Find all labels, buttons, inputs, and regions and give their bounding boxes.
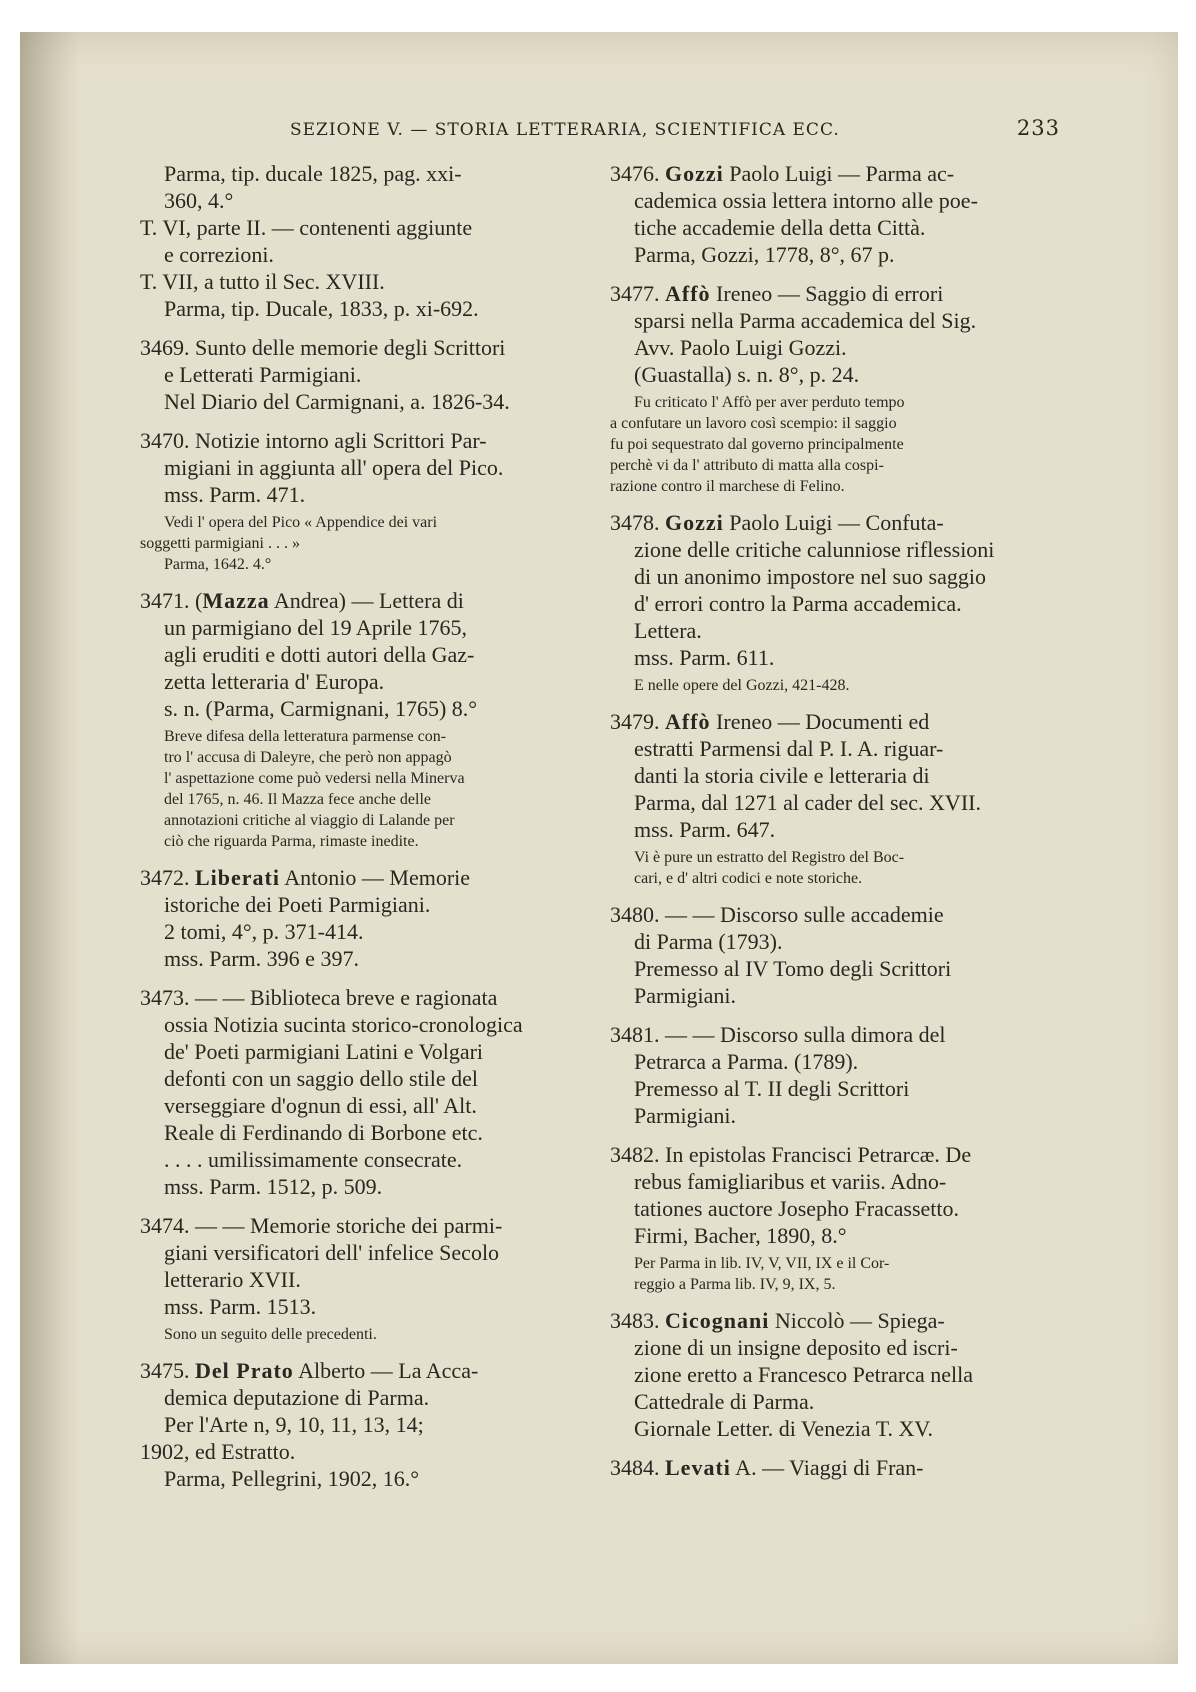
note-line: cari, e d' altri codici e note storiche.: [634, 870, 863, 887]
entry-line: 3474. — — Memorie storiche dei parmi-: [140, 1213, 503, 1238]
text-line: 360, 4.°: [164, 188, 234, 213]
page-header: [290, 116, 1060, 146]
entry-line: mss. Parm. 471.: [164, 482, 306, 507]
entry-number: 3477.: [610, 281, 660, 306]
entry-line: e Letterati Parmigiani.: [164, 362, 362, 387]
entry-note: [610, 1253, 1065, 1295]
author-name: Cicognani: [665, 1308, 770, 1333]
author-name: Levati: [665, 1455, 731, 1480]
entry-line: Nel Diario del Carmignani, a. 1826-34.: [164, 389, 510, 414]
entry-line: ossia Notizia sucinta storico-cronologica: [164, 1012, 523, 1037]
entry-line: rebus famigliaribus et variis. Adno-: [634, 1169, 947, 1194]
entry-line: un parmigiano del 19 Aprile 1765,: [164, 615, 468, 640]
entry-line: zione eretto a Francesco Petrarca nella: [634, 1362, 973, 1387]
entry-line: tiche accademie della detta Città.: [634, 215, 926, 240]
note-line: E nelle opere del Gozzi, 421-428.: [634, 677, 850, 694]
entry-line: mss. Parm. 647.: [634, 817, 776, 842]
author-name: Affò: [665, 709, 711, 734]
note-line: reggio a Parma lib. IV, 9, IX, 5.: [634, 1276, 836, 1293]
entry-line: sparsi nella Parma accademica del Sig.: [634, 308, 977, 333]
entry-3476: [610, 160, 1065, 268]
entry-3481: [610, 1021, 1065, 1129]
entry-line: mss. Parm. 396 e 397.: [164, 946, 359, 971]
entry-line: di un anonimo impostore nel suo saggio: [634, 564, 986, 589]
author-name: Del Prato: [195, 1358, 294, 1383]
entry-text: Alberto — La Acca-: [293, 1358, 479, 1383]
entry-3482: [610, 1141, 1065, 1295]
entry-line: (Guastalla) s. n. 8°, p. 24.: [634, 362, 860, 387]
entry-3484: [610, 1454, 1065, 1481]
note-line: tro l' accusa di Daleyre, che però non appagò: [164, 749, 452, 766]
author-name: Liberati: [195, 865, 280, 890]
entry-line: [140, 587, 580, 614]
entry-line: [140, 1357, 580, 1384]
entry-text: Paolo Luigi — Confuta-: [723, 510, 944, 535]
entry-line: defonti con un saggio dello stile del: [164, 1066, 479, 1091]
entry-line: 3482. In epistolas Francisci Petrarcæ. De: [610, 1142, 972, 1167]
entry-3480: [610, 901, 1065, 1009]
entry-line: istoriche dei Poeti Parmigiani.: [164, 892, 431, 917]
entry-line: Lettera.: [634, 618, 702, 643]
entry-line: Parmigiani.: [634, 983, 737, 1008]
entry-3477: [610, 280, 1065, 497]
note-line: soggetti parmigiani . . . »: [140, 535, 300, 552]
entry-number: 3475.: [140, 1358, 190, 1383]
entry-number: 3476.: [610, 161, 660, 186]
entry-note: [610, 847, 1065, 889]
entry-3471: [140, 587, 580, 852]
note-line: Breve difesa della letteratura parmense con-: [164, 728, 447, 745]
note-line: perchè vi da l' attributo di matta alla cospi-: [610, 457, 884, 474]
note-line: Per Parma in lib. IV, V, VII, IX e il Cor-: [634, 1255, 890, 1272]
text-line: Parma, tip. Ducale, 1833, p. xi-692.: [164, 296, 479, 321]
entry-line: . . . . umilissimamente consecrate.: [164, 1147, 463, 1172]
entry-number: 3471. (: [140, 588, 203, 613]
entry-3479: [610, 708, 1065, 889]
entry-text: A. — Viaggi di Fran-: [730, 1455, 924, 1480]
note-line: razione contro il marchese di Felino.: [610, 478, 845, 495]
entry-number: 3479.: [610, 709, 660, 734]
entry-line: Cattedrale di Parma.: [634, 1389, 815, 1414]
entry-3475: [140, 1357, 580, 1492]
entry-line: 3469. Sunto delle memorie degli Scrittori: [140, 335, 506, 360]
page-number: 233: [1016, 116, 1060, 140]
note-line: annotazioni critiche al viaggio di Lalande per: [164, 812, 455, 829]
entry-line: Per l'Arte n, 9, 10, 11, 13, 14;: [164, 1412, 424, 1437]
entry-note: [140, 512, 580, 575]
entry-line: danti la storia civile e letteraria di: [634, 763, 930, 788]
entry-number: 3472.: [140, 865, 190, 890]
note-line: a confutare un lavoro così scempio: il saggio: [610, 415, 897, 432]
entry-number: 3478.: [610, 510, 660, 535]
text-line: T. VI, parte II. — contenenti aggiunte: [140, 215, 473, 240]
entry-note: [140, 1324, 580, 1345]
note-line: fu poi sequestrato dal governo principalmente: [610, 436, 904, 453]
running-title: SEZIONE V. — STORIA LETTERARIA, SCIENTIFICA ECC.: [290, 120, 840, 140]
entry-line: Parma, Gozzi, 1778, 8°, 67 p.: [634, 242, 895, 267]
entry-line: zione delle critiche calunniose riflessioni: [634, 537, 995, 562]
entry-3472: [140, 864, 580, 972]
entry-line: 1902, ed Estratto.: [140, 1439, 296, 1464]
entry-line: [140, 864, 580, 891]
entry-line: [610, 280, 1065, 307]
entry-text: Ireneo — Documenti ed: [710, 709, 930, 734]
author-name: Gozzi: [665, 510, 724, 535]
entry-line: 3481. — — Discorso sulla dimora del: [610, 1022, 946, 1047]
note-line: ciò che riguarda Parma, rimaste inedite.: [164, 833, 419, 850]
right-column: [610, 160, 1065, 1481]
entry-line: 3473. — — Biblioteca breve e ragionata: [140, 985, 498, 1010]
entry-line: estratti Parmensi dal P. I. A. riguar-: [634, 736, 944, 761]
entry-line: di Parma (1793).: [634, 929, 783, 954]
entry-text: Andrea) — Lettera di: [269, 588, 464, 613]
entry-line: Parmigiani.: [634, 1103, 737, 1128]
entry-number: 3484.: [610, 1455, 660, 1480]
entry-line: d' errori contro la Parma accademica.: [634, 591, 962, 616]
text-line: Parma, tip. ducale 1825, pag. xxi-: [164, 161, 462, 186]
entry-line: tationes auctore Josepho Fracassetto.: [634, 1196, 960, 1221]
entry-line: [610, 1454, 1065, 1481]
entry-line: Firmi, Bacher, 1890, 8.°: [634, 1223, 847, 1248]
entry-line: mss. Parm. 1512, p. 509.: [164, 1174, 383, 1199]
entry-note: [610, 675, 1065, 696]
entry-line: mss. Parm. 611.: [634, 645, 775, 670]
entry-line: Premesso al IV Tomo degli Scrittori: [634, 956, 952, 981]
entry-line: [610, 1307, 1065, 1334]
entry-line: zione di un insigne deposito ed iscri-: [634, 1335, 958, 1360]
entry-3470: [140, 427, 580, 575]
entry-line: Premesso al T. II degli Scrittori: [634, 1076, 910, 1101]
entry-note: [140, 726, 580, 852]
entry-line: [610, 509, 1065, 536]
author-name: Mazza: [202, 588, 270, 613]
entry-line: cademica ossia lettera intorno alle poe-: [634, 188, 978, 213]
note-line: l' aspettazione come può vedersi nella Minerva: [164, 770, 465, 787]
entry-line: 3480. — — Discorso sulle accademie: [610, 902, 944, 927]
entry-line: Reale di Ferdinando di Borbone etc.: [164, 1120, 483, 1145]
entry-text: Ireneo — Saggio di errori: [710, 281, 944, 306]
entry-line: Giornale Letter. di Venezia T. XV.: [634, 1416, 933, 1441]
left-column: [140, 160, 580, 1492]
entry-line: Parma, dal 1271 al cader del sec. XVII.: [634, 790, 981, 815]
entry-text: Niccolò — Spiega-: [769, 1308, 945, 1333]
entry-text: Antonio — Memorie: [280, 865, 471, 890]
entry-text: Paolo Luigi — Parma ac-: [723, 161, 955, 186]
entry-line: Petrarca a Parma. (1789).: [634, 1049, 859, 1074]
text-line: e correzioni.: [164, 242, 274, 267]
text-line: T. VII, a tutto il Sec. XVIII.: [140, 269, 385, 294]
entry-3474: [140, 1212, 580, 1345]
entry-3469: [140, 334, 580, 415]
entry-3483: [610, 1307, 1065, 1442]
entry-line: demica deputazione di Parma.: [164, 1385, 430, 1410]
entry-line: giani versificatori dell' infelice Secolo: [164, 1240, 500, 1265]
entry-line: 3470. Notizie intorno agli Scrittori Par-: [140, 428, 487, 453]
entry-continued: [140, 160, 580, 322]
entry-line: mss. Parm. 1513.: [164, 1294, 317, 1319]
entry-line: s. n. (Parma, Carmignani, 1765) 8.°: [164, 696, 478, 721]
entry-number: 3483.: [610, 1308, 660, 1333]
entry-line: letterario XVII.: [164, 1267, 301, 1292]
entry-line: zetta letteraria d' Europa.: [164, 669, 385, 694]
entry-line: agli eruditi e dotti autori della Gaz-: [164, 642, 475, 667]
note-line: del 1765, n. 46. Il Mazza fece anche delle: [164, 791, 431, 808]
entry-line: verseggiare d'ognun di essi, all' Alt.: [164, 1093, 477, 1118]
entry-line: [610, 708, 1065, 735]
author-name: Affò: [665, 281, 711, 306]
entry-3473: [140, 984, 580, 1200]
entry-line: de' Poeti parmigiani Latini e Volgari: [164, 1039, 484, 1064]
entry-line: Avv. Paolo Luigi Gozzi.: [634, 335, 847, 360]
page-edge-shadow: [20, 32, 80, 1664]
note-line: Sono un seguito delle precedenti.: [164, 1326, 377, 1343]
note-line: Fu criticato l' Affò per aver perduto tempo: [634, 394, 905, 411]
note-line: Vi è pure un estratto del Registro del Boc-: [634, 849, 905, 866]
entry-line: 2 tomi, 4°, p. 371-414.: [164, 919, 364, 944]
entry-3478: [610, 509, 1065, 696]
note-line: Parma, 1642. 4.°: [164, 556, 272, 573]
author-name: Gozzi: [665, 161, 724, 186]
entry-note: [610, 392, 1065, 497]
entry-line: [610, 160, 1065, 187]
note-line: Vedi l' opera del Pico « Appendice dei vari: [164, 514, 438, 531]
entry-line: migiani in aggiunta all' opera del Pico.: [164, 455, 504, 480]
entry-line: Parma, Pellegrini, 1902, 16.°: [164, 1466, 420, 1491]
